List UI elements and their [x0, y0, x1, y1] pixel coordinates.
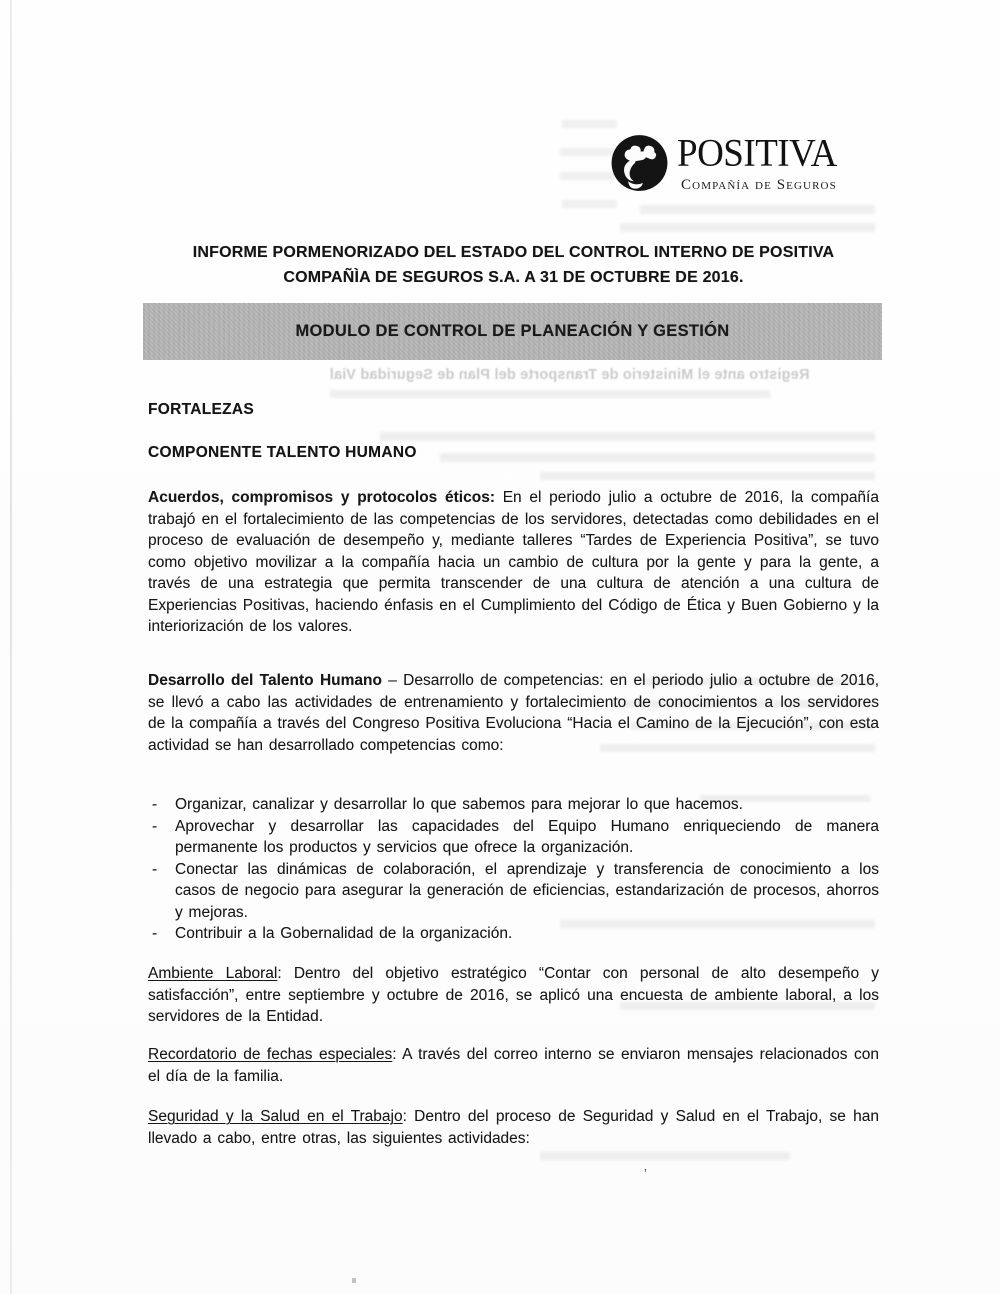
document-title [148, 240, 879, 290]
section-banner-title: MODULO DE CONTROL DE PLANEACIÓN Y GESTIÓN [295, 322, 730, 340]
bleed-through-artifact [640, 205, 875, 214]
list-item-text: Aprovechar y desarrollar las capacidades del Equipo Humano enriqueciendo de manera permanente los productos y servicios que ofrece la organización. [175, 817, 879, 856]
paragraph-desarrollo-lead: Desarrollo del Talento Humano [148, 672, 382, 689]
paragraph-acuerdos [148, 487, 879, 638]
paragraph-seguridad-salud-lead: Seguridad y la Salud en el Trabajo [148, 1108, 403, 1125]
paragraph-seguridad-salud-body: : Dentro del proceso de Seguridad y Salud en el Trabajo, se han llevado a cabo, entre otras, las siguientes actividades: [148, 1108, 879, 1147]
bullet-list [148, 794, 879, 945]
list-item [148, 794, 879, 816]
paragraph-seguridad-salud [148, 1106, 879, 1149]
document-title-line-2: COMPAÑÌA DE SEGUROS S.A. A 31 DE OCTUBRE DE 2016. [283, 269, 744, 286]
list-item [148, 923, 879, 945]
paragraph-ambiente-laboral [148, 963, 879, 1028]
positiva-logo-text [677, 133, 837, 194]
list-item-text: Organizar, canalizar y desarrollar lo que sabemos para mejorar lo que hacemos. [175, 796, 743, 813]
paragraph-desarrollo [148, 670, 879, 756]
paragraph-desarrollo-body: – Desarrollo de competencias: en el periodo julio a octubre de 2016, se llevó a cabo las actividades de entrenamiento y fortalecimiento de conocimientos a los servidores de la compañía a través del Congreso Positiva Evoluciona “Hacia el Camino de la Ejecución”, con esta actividad se han desarrollado competencias como: [148, 672, 879, 754]
list-item-marker: - [152, 796, 158, 813]
list-item [148, 816, 879, 859]
section-banner [143, 303, 882, 360]
scan-speck: ’ [644, 1166, 647, 1181]
scan-speck [352, 1278, 356, 1283]
paragraph-recordatorio-body: : A través del correo interno se enviaron mensajes relacionados con el día de la familia. [148, 1046, 879, 1085]
document-title-line-1: INFORME PORMENORIZADO DEL ESTADO DEL CONTROL INTERNO DE POSITIVA [192, 244, 835, 261]
bleed-through-artifact [540, 1152, 790, 1160]
scan-fold-line [10, 0, 12, 1294]
positiva-logo-icon [611, 133, 668, 193]
list-item-text: Contribuir a la Gobernalidad de la organización. [175, 925, 513, 942]
list-item-marker: - [152, 817, 158, 835]
paragraph-recordatorio [148, 1044, 879, 1087]
positiva-logo [611, 133, 837, 194]
bleed-through-artifact [330, 390, 770, 398]
bleed-through-artifact [562, 200, 617, 208]
heading-fortalezas: FORTALEZAS [148, 401, 255, 418]
paragraph-ambiente-laboral-body: : Dentro del objetivo estratégico “Contar con personal de alto desempeño y satisfacción”, entre septiembre y octubre de 2016, se aplicó una encuesta de ambiente laboral, a los servidores de la Entidad. [148, 965, 880, 1025]
paragraph-ambiente-laboral-lead: Ambiente Laboral [148, 965, 278, 982]
bleed-through-artifact [440, 453, 875, 462]
list-item-marker: - [152, 925, 158, 942]
list-item [148, 859, 879, 924]
logo-tagline-text: Compañía de Seguros [681, 177, 837, 193]
bleed-through-artifact [540, 472, 875, 480]
list-item-text: Conectar las dinámicas de colaboración, el aprendizaje y transferencia de conocimiento a los casos de negocio para asegurar la generación de eficiencias, estandarización de procesos, ahorros y mejoras. [175, 860, 879, 921]
bleed-through-artifact [380, 432, 875, 441]
bleed-through-artifact [562, 120, 617, 128]
list-item-marker: - [152, 860, 158, 878]
bleed-through-artifact [560, 172, 615, 180]
paragraph-acuerdos-lead: Acuerdos, compromisos y protocolos éticos: [148, 489, 495, 506]
paragraph-acuerdos-body: En el periodo julio a octubre de 2016, la compañía trabajó en el fortalecimiento de las competencias de los servidores, detectadas como debilidades en el proceso de evaluación de desempeño y, mediante talleres “Tardes de Experiencia Positiva”, se tuvo como objetivo movilizar a la compañía hacia un cambio de cultura por la gente y para la gente, a través de una estrategia que permita transcender de una cultura de atención a una cultura de Experiencias Positivas, haciendo énfasis en el Cumplimiento del Código de Ética y Buen Gobierno y la interiorización de los valores. [148, 489, 879, 635]
bleed-through-artifact [560, 148, 618, 156]
heading-componente-talento-humano: COMPONENTE TALENTO HUMANO [148, 444, 417, 461]
bleed-through-text: Registro ante el Ministerio de Transporte del Plan de Seguridad Vial [329, 367, 810, 383]
bleed-through-artifact [620, 223, 875, 232]
logo-brand-text: POSITIVA [677, 131, 837, 175]
paragraph-recordatorio-lead: Recordatorio de fechas especiales [148, 1046, 393, 1063]
